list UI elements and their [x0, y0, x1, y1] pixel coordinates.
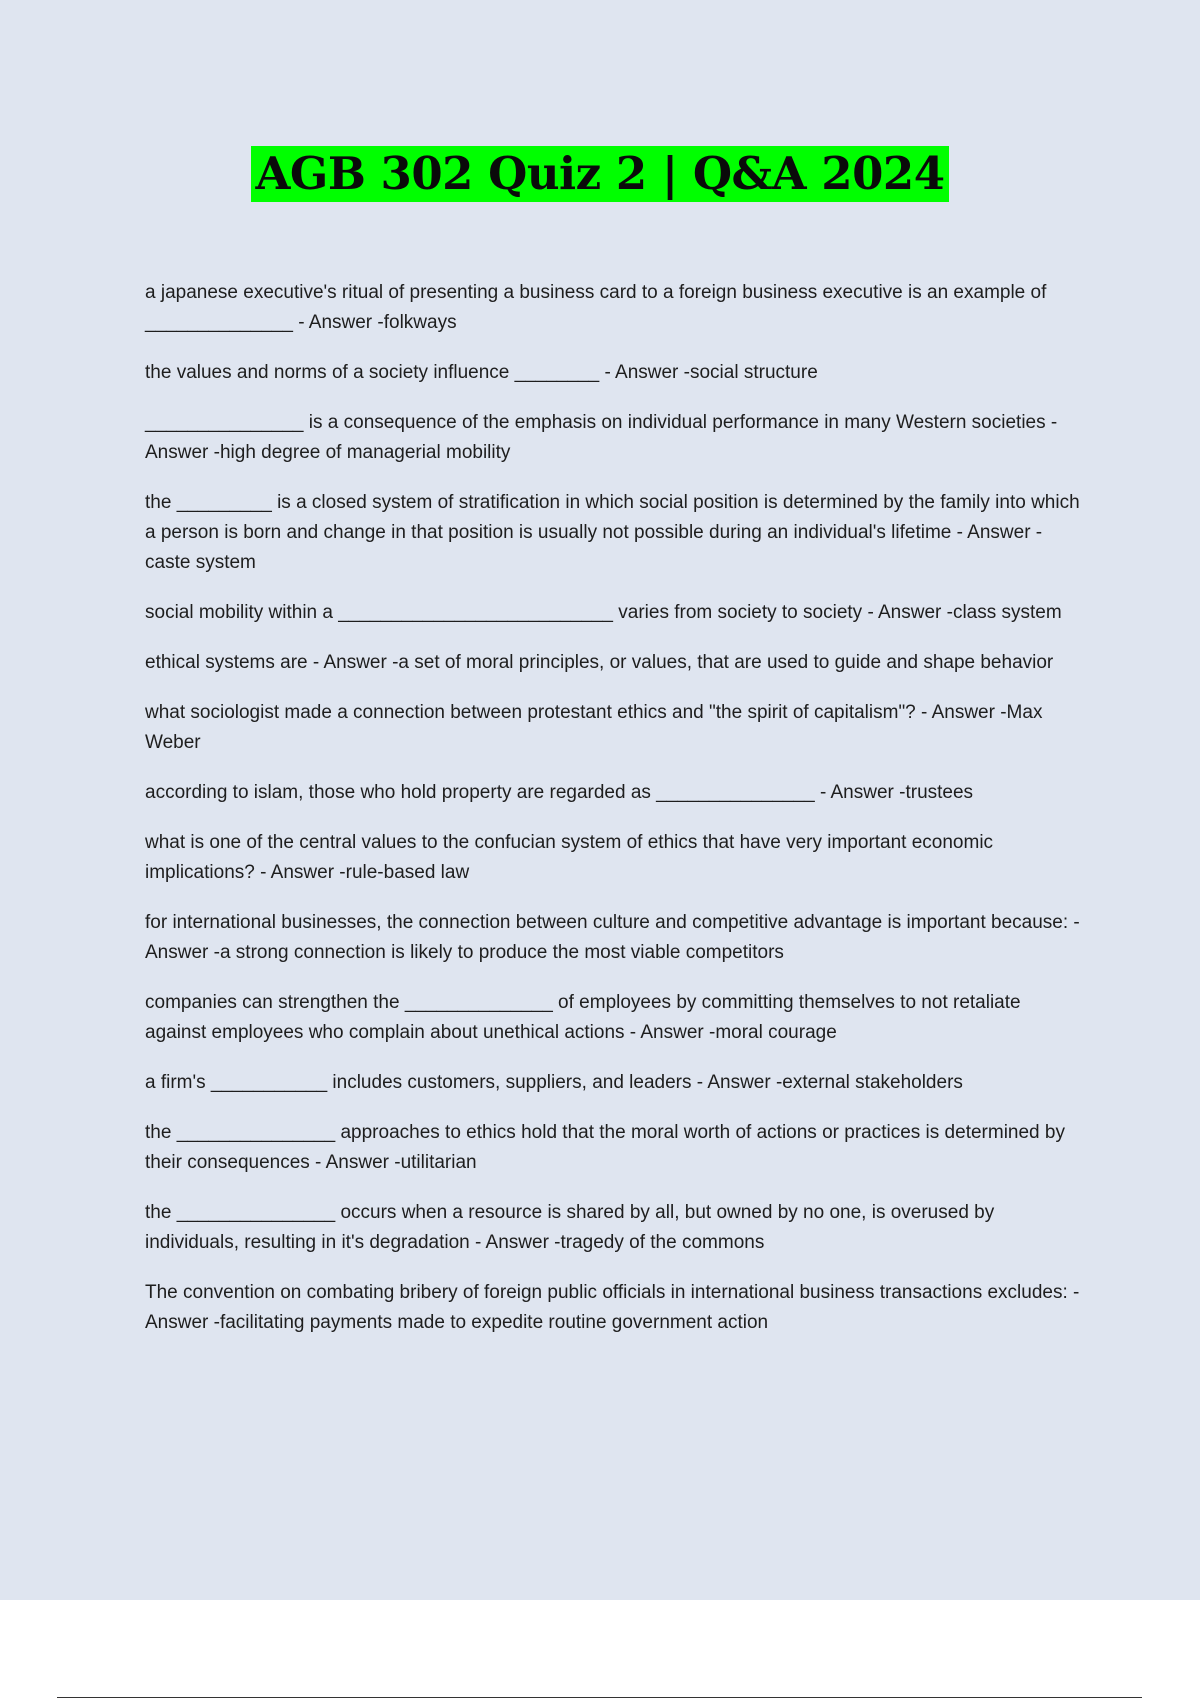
qa-item: The convention on combating bribery of foreign public officials in international business transactions excludes: - Answer -facilitating payments made to expedite routine government action — [145, 1282, 1080, 1333]
qa-item: according to islam, those who hold property are regarded as _______________ - Answer -trustees — [145, 782, 974, 803]
qa-list — [145, 278, 1080, 1358]
qa-item: what sociologist made a connection between protestant ethics and "the spirit of capitalism"? - Answer -Max Weber — [145, 702, 1043, 753]
footer-rule — [57, 1697, 1142, 1698]
qa-item: for international businesses, the connection between culture and competitive advantage is important because: - Answer -a strong connection is likely to produce the most viable competitors — [145, 912, 1080, 963]
qa-item: ethical systems are - Answer -a set of moral principles, or values, that are used to guide and shape behavior — [145, 652, 1054, 673]
qa-item: the values and norms of a society influence ________ - Answer -social structure — [145, 362, 818, 383]
document-title: AGB 302 Quiz 2 | Q&A 2024 — [251, 146, 948, 202]
qa-item: social mobility within a __________________________ varies from society to society - Answer -class system — [145, 602, 1062, 623]
qa-item: the _________ is a closed system of stratification in which social position is determined by the family into which a person is born and change in that position is usually not possible during an individual's lifetime - Answer -caste system — [145, 492, 1080, 573]
qa-item: a japanese executive's ritual of presenting a business card to a foreign business executive is an example of ______________ - Answer -folkways — [145, 282, 1047, 333]
qa-item: a firm's ___________ includes customers, suppliers, and leaders - Answer -external stakeholders — [145, 1072, 963, 1093]
qa-item: the _______________ occurs when a resource is shared by all, but owned by no one, is overused by individuals, resulting in it's degradation - Answer -tragedy of the commons — [145, 1202, 995, 1253]
qa-item: companies can strengthen the ______________ of employees by committing themselves to not retaliate against employees who complain about unethical actions - Answer -moral courage — [145, 992, 1021, 1043]
qa-item: the _______________ approaches to ethics hold that the moral worth of actions or practices is determined by their consequences - Answer -utilitarian — [145, 1122, 1065, 1173]
title-container — [0, 146, 1200, 202]
qa-item: _______________ is a consequence of the emphasis on individual performance in many Western societies - Answer -high degree of managerial mobility — [145, 412, 1058, 463]
qa-item: what is one of the central values to the confucian system of ethics that have very important economic implications? - Answer -rule-based law — [145, 832, 994, 883]
